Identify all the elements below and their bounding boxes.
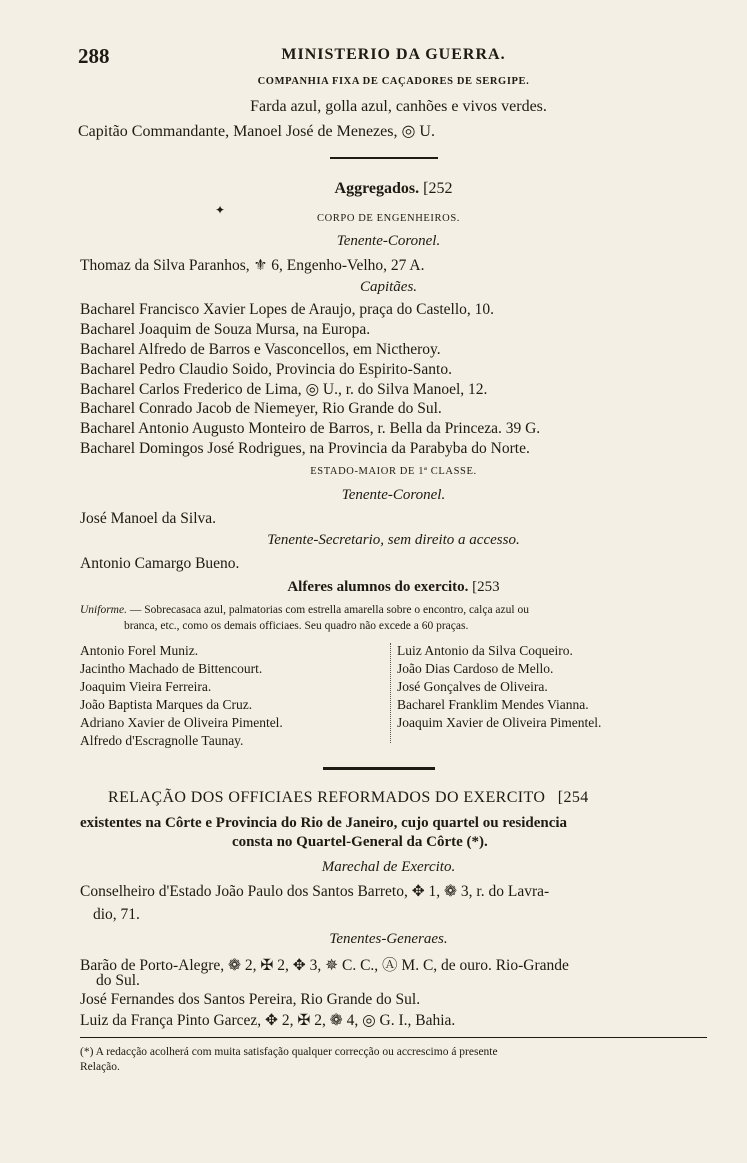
aggregados-heading: Aggregados. [252 — [334, 180, 453, 197]
general-entry-cont: do Sul. — [96, 972, 140, 989]
captain-entry: Bacharel Alfredo de Barros e Vasconcellos, em Nictheroy. — [80, 341, 441, 358]
relacao-title: RELAÇÃO DOS OFFICIAES REFORMADOS DO EXERCITO [254 — [108, 789, 589, 806]
alferes-left-column — [80, 642, 283, 750]
company-title: COMPANHIA FIXA DE CAÇADORES DE SERGIPE. — [257, 76, 530, 87]
estado-maior-title: ESTADO-MAIOR DE 1ª CLASSE. — [310, 466, 477, 477]
alferes-name: Alfredo d'Escragnolle Taunay. — [80, 733, 244, 748]
captain-entry: Bacharel Carlos Frederico de Lima, ◎ U., r. do Silva Manoel, 12. — [80, 381, 488, 398]
marechal-entry-cont: dio, 71. — [93, 906, 140, 923]
alferes-name: Bacharel Franklim Mendes Vianna. — [397, 697, 589, 712]
corps-title: CORPO DE ENGENHEIROS. — [317, 213, 460, 224]
general-entry: José Fernandes dos Santos Pereira, Rio Grande do Sul. — [80, 991, 421, 1008]
alferes-name: Joaquim Xavier de Oliveira Pimentel. — [397, 715, 602, 730]
alferes-name: Adriano Xavier de Oliveira Pimentel. — [80, 715, 283, 730]
captain-entry: Bacharel Francisco Xavier Lopes de Araujo, praça do Castello, 10. — [80, 301, 495, 318]
alferes-name: Antonio Forel Muniz. — [80, 643, 199, 658]
alferes-uniform-line-1: Uniforme. — Sobrecasaca azul, palmatorias com estrella amarella sobre o encontro, calça azul ou — [80, 604, 529, 616]
footnote-rule — [80, 1037, 707, 1038]
tenente-coronel-entry: Thomaz da Silva Paranhos, ⚜ 6, Engenho-Velho, 27 A. — [80, 257, 425, 274]
captain-entry: Bacharel Antonio Augusto Monteiro de Barros, r. Bella da Princeza. 39 G. — [80, 420, 541, 437]
general-entry: Barão de Porto-Alegre, ❁ 2, ✠ 2, ✥ 3, ✵ C. C., Ⓐ M. C, de ouro. Rio-Grande — [80, 957, 569, 974]
alferes-name: João Dias Cardoso de Mello. — [397, 661, 554, 676]
rank-tenente-coronel: Tenente-Coronel. — [336, 233, 441, 249]
alferes-heading: Alferes alumnos do exercito. [253 — [287, 579, 500, 595]
footnote-line-2: Relação. — [80, 1061, 120, 1073]
rank-tenente-secretario: Tenente-Secretario, sem direito a accesso. — [267, 532, 520, 548]
general-entry: Luiz da França Pinto Garcez, ✥ 2, ✠ 2, ❁ 4, ◎ G. I., Bahia. — [80, 1012, 456, 1029]
captain-entry: Bacharel Joaquim de Souza Mursa, na Europa. — [80, 321, 371, 338]
rank-tenentes-generaes: Tenentes-Generaes. — [329, 931, 448, 947]
page-number: 288 — [78, 44, 110, 68]
relacao-subtitle-1: existentes na Côrte e Provincia do Rio de Janeiro, cujo quartel ou residencia — [80, 815, 568, 831]
alferes-name: Luiz Antonio da Silva Coqueiro. — [397, 643, 573, 658]
relacao-subtitle-2: consta no Quartel-General da Côrte (*). — [232, 834, 488, 850]
company-uniform: Farda azul, golla azul, canhões e vivos verdes. — [250, 98, 547, 115]
secretary-entry: Antonio Camargo Bueno. — [80, 555, 240, 572]
alferes-right-column — [397, 642, 601, 732]
running-title: MINISTERIO DA GUERRA. — [281, 46, 506, 63]
section-divider — [330, 157, 438, 159]
ornament-mark-icon: ✦ — [215, 203, 226, 217]
alferes-name: Joaquim Vieira Ferreira. — [80, 679, 212, 694]
rank-tenente-coronel-2: Tenente-Coronel. — [341, 487, 446, 503]
marechal-entry: Conselheiro d'Estado João Paulo dos Santos Barreto, ✥ 1, ❁ 3, r. do Lavra- — [80, 883, 550, 900]
rank-capitaes: Capitães. — [359, 279, 418, 295]
tenente-coronel-2-entry: José Manoel da Silva. — [80, 510, 217, 527]
captain-entry: Bacharel Domingos José Rodrigues, na Provincia da Parabyba do Norte. — [80, 440, 530, 457]
rank-marechal: Marechal de Exercito. — [321, 859, 456, 875]
company-commander: Capitão Commandante, Manoel José de Menezes, ◎ U. — [78, 123, 435, 140]
captain-entry: Bacharel Pedro Claudio Soido, Provincia do Espirito-Santo. — [80, 361, 452, 378]
footnote-line-1: (*) A redacção acolherá com muita satisfação qualquer correcção ou accrescimo á presente — [80, 1046, 498, 1058]
alferes-name: José Gonçalves de Oliveira. — [397, 679, 548, 694]
alferes-name: Jacintho Machado de Bittencourt. — [80, 661, 263, 676]
section-divider — [323, 767, 435, 770]
column-separator — [390, 643, 392, 743]
alferes-name: João Baptista Marques da Cruz. — [80, 697, 253, 712]
alferes-uniform-line-2: branca, etc., como os demais officiaes. Seu quadro não excede a 60 praças. — [124, 620, 469, 632]
captain-entry: Bacharel Conrado Jacob de Niemeyer, Rio Grande do Sul. — [80, 400, 442, 417]
